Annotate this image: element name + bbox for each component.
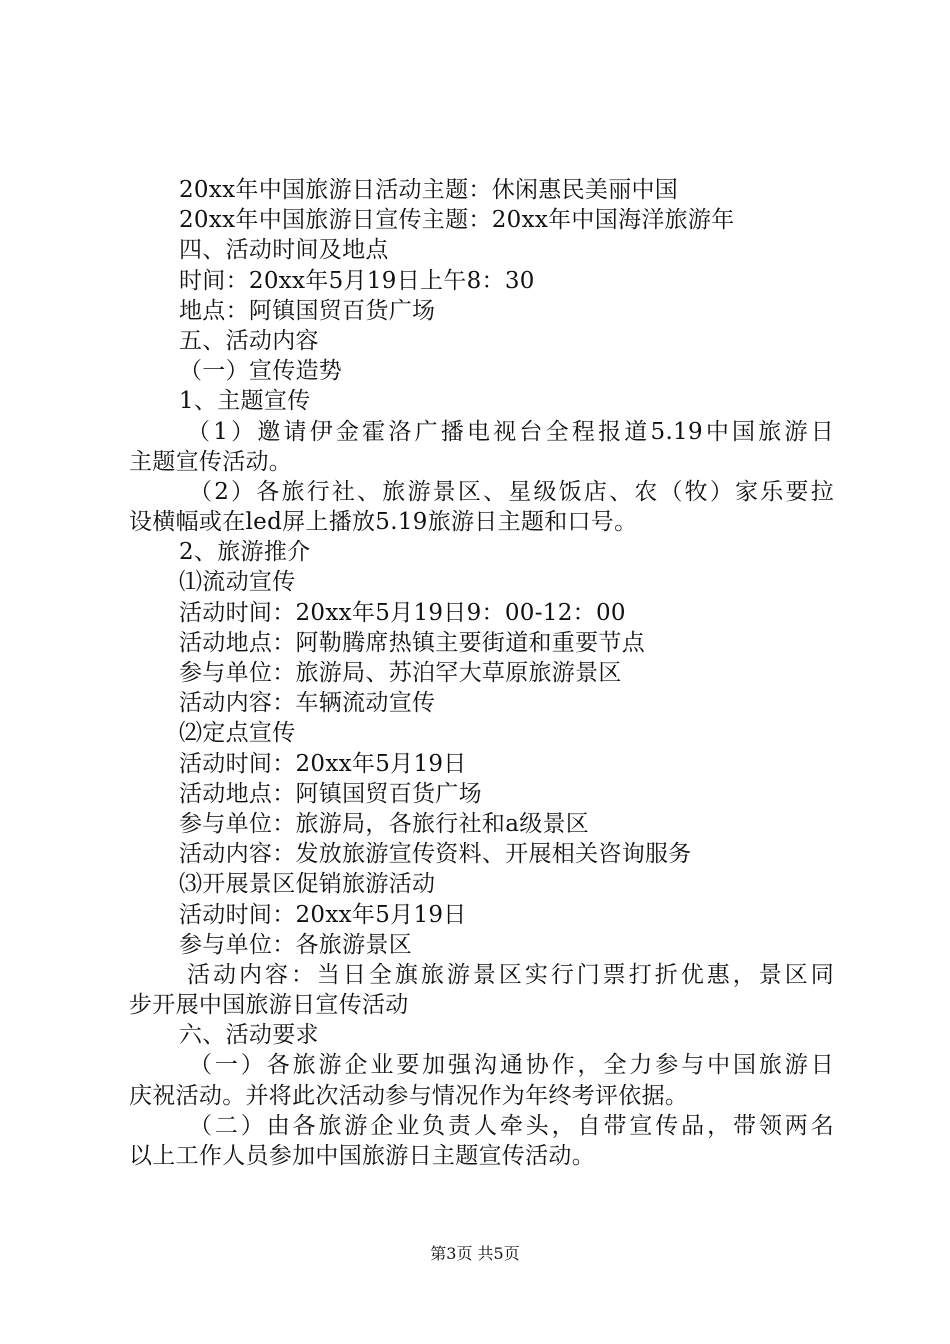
line-participants: 参与单位：旅游局、苏泊罕大草原旅游景区	[179, 660, 622, 686]
subitem-mobile-publicity: ⑴流动宣传	[179, 569, 296, 596]
document-body	[129, 175, 834, 1171]
section-heading-requirements: 六、活动要求	[179, 1022, 319, 1049]
paragraph-line: （2）各旅行社、旅游景区、星级饭店、农（牧）家乐要拉	[189, 478, 834, 505]
line-place: 地点：阿镇国贸百货广场	[179, 297, 436, 324]
paragraph-line: （二）由各旅游企业负责人牵头，自带宣传品，带领两名	[189, 1112, 834, 1139]
paragraph-line: （一）各旅游企业要加强沟通协作，全力参与中国旅游日	[189, 1052, 834, 1079]
line-activity-content: 活动内容：车辆流动宣传	[179, 690, 436, 717]
section-heading-time-place: 四、活动时间及地点	[179, 237, 389, 264]
line-activity-place: 活动地点：阿勒腾席热镇主要街道和重要节点	[179, 629, 645, 656]
item-tourism-promotion: 2、旅游推介	[179, 539, 311, 566]
paragraph-line: 活动内容：当日全旗旅游景区实行门票打折优惠，景区同	[187, 961, 834, 988]
line-activity-time: 活动时间：20xx年5月19日9：00-12：00	[179, 599, 626, 626]
section-heading-content: 五、活动内容	[179, 327, 319, 354]
line-activity-time: 活动时间：20xx年5月19日	[179, 901, 467, 928]
subitem-scenic-promotion: ⑶开展景区促销旅游活动	[179, 871, 436, 898]
subheading-publicity: （一）宣传造势	[179, 358, 343, 385]
paragraph-line: 步开展中国旅游日宣传活动	[129, 992, 409, 1019]
line-activity-time: 活动时间：20xx年5月19日	[179, 750, 467, 777]
item-theme-publicity: 1、主题宣传	[179, 388, 311, 415]
line-theme-activity: 20xx年中国旅游日活动主题：休闲惠民美丽中国	[179, 177, 679, 203]
line-participants: 参与单位：旅游局，各旅行社和a级景区	[179, 810, 590, 837]
paragraph-line: 以上工作人员参加中国旅游日主题宣传活动。	[129, 1143, 595, 1169]
paragraph-line: 主题宣传活动。	[129, 448, 293, 475]
page-footer: 第3页 共5页	[430, 1244, 520, 1263]
paragraph-line: （1）邀请伊金霍洛广播电视台全程报道5.19中国旅游日	[187, 418, 834, 445]
line-theme-publicity: 20xx年中国旅游日宣传主题：20xx年中国海洋旅游年	[179, 207, 735, 234]
paragraph-line: 庆祝活动。并将此次活动参与情况作为年终考评依据。	[129, 1082, 689, 1109]
line-activity-content: 活动内容：发放旅游宣传资料、开展相关咨询服务	[179, 841, 692, 868]
line-activity-place: 活动地点：阿镇国贸百货广场	[179, 780, 482, 807]
line-participants: 参与单位：各旅游景区	[179, 931, 412, 958]
paragraph-line: 设横幅或在led屏上播放5.19旅游日主题和口号。	[129, 509, 638, 536]
line-time: 时间：20xx年5月19日上午8：30	[179, 267, 535, 294]
subitem-fixed-publicity: ⑵定点宣传	[179, 720, 296, 747]
